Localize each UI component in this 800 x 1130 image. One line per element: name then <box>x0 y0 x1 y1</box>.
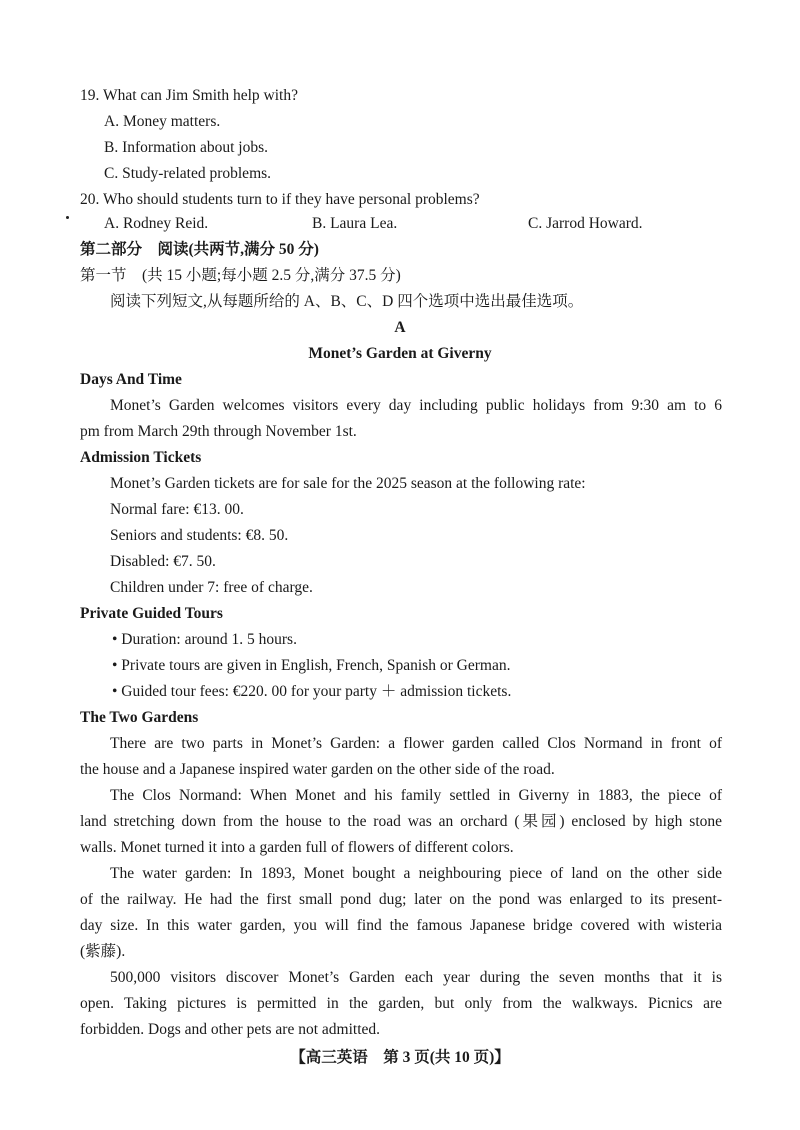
passage-letter: A <box>394 319 406 336</box>
gardens-line-6: The water garden: In 1893, Monet bought a neighbouring piece of land on the other side <box>110 865 722 882</box>
gardens-line-2: the house and a Japanese inspired water garden on the other side of the road. <box>80 761 555 778</box>
question-19-option-a: A. Money matters. <box>104 113 221 130</box>
question-19-option-c: C. Study-related problems. <box>104 165 272 182</box>
part2-title: 第二部分 阅读(共两节,满分 50 分) <box>80 241 319 258</box>
tour-duration: • Duration: around 1. 5 hours. <box>112 631 297 648</box>
days-heading: Days And Time <box>80 371 182 388</box>
tour-fees: • Guided tour fees: €220. 00 for your party ＋ admission tickets. <box>112 683 512 700</box>
gardens-line-9: (紫藤). <box>80 943 126 960</box>
tickets-heading: Admission Tickets <box>80 449 202 466</box>
stray-dot-mark <box>66 216 69 219</box>
question-19-stem: 19. What can Jim Smith help with? <box>80 87 298 104</box>
question-20-option-c: C. Jarrod Howard. <box>528 215 643 232</box>
question-20-option-b: B. Laura Lea. <box>312 215 398 232</box>
gardens-line-1: There are two parts in Monet’s Garden: a flower garden called Clos Normand in front of <box>110 735 722 752</box>
days-paragraph-line-1: Monet’s Garden welcomes visitors every day including public holidays from 9:30 am to 6 <box>110 397 722 414</box>
gardens-line-10: 500,000 visitors discover Monet’s Garden each year during the seven months that it is <box>110 969 722 986</box>
gardens-line-3: The Clos Normand: When Monet and his family settled in Giverny in 1883, the piece of <box>110 787 722 804</box>
page-footer: 【高三英语 第 3 页(共 10 页)】 <box>290 1049 510 1066</box>
gardens-line-4: land stretching down from the house to the road was an orchard (果园) enclosed by high stone <box>80 813 722 830</box>
ticket-normal-fare: Normal fare: €13. 00. <box>110 501 244 518</box>
days-paragraph-line-2: pm from March 29th through November 1st. <box>80 423 357 440</box>
question-20-stem: 20. Who should students turn to if they have personal problems? <box>80 191 480 208</box>
gardens-line-8: day size. In this water garden, you will find the famous Japanese bridge covered with wisteria <box>80 917 722 934</box>
gardens-line-7: of the railway. He had the first small pond dug; later on the pond was enlarged to its present- <box>80 891 722 908</box>
gardens-line-11: open. Taking pictures is permitted in the garden, but only from the walkways. Picnics are <box>80 995 722 1012</box>
gardens-line-5: walls. Monet turned it into a garden full of flowers of different colors. <box>80 839 514 856</box>
ticket-seniors-students: Seniors and students: €8. 50. <box>110 527 289 544</box>
ticket-disabled: Disabled: €7. 50. <box>110 553 216 570</box>
gardens-heading: The Two Gardens <box>80 709 199 726</box>
question-20-option-a: A. Rodney Reid. <box>104 215 209 232</box>
question-19-option-b: B. Information about jobs. <box>104 139 269 156</box>
gardens-line-12: forbidden. Dogs and other pets are not admitted. <box>80 1021 381 1038</box>
ticket-children: Children under 7: free of charge. <box>110 579 313 596</box>
reading-instruction: 阅读下列短文,从每题所给的 A、B、C、D 四个选项中选出最佳选项。 <box>110 293 584 310</box>
tours-heading: Private Guided Tours <box>80 605 223 622</box>
passage-title: Monet’s Garden at Giverny <box>308 345 492 362</box>
tour-languages: • Private tours are given in English, French, Spanish or German. <box>112 657 511 674</box>
tickets-intro: Monet’s Garden tickets are for sale for the 2025 season at the following rate: <box>110 475 586 492</box>
section1-title: 第一节 (共 15 小题;每小题 2.5 分,满分 37.5 分) <box>80 267 401 284</box>
